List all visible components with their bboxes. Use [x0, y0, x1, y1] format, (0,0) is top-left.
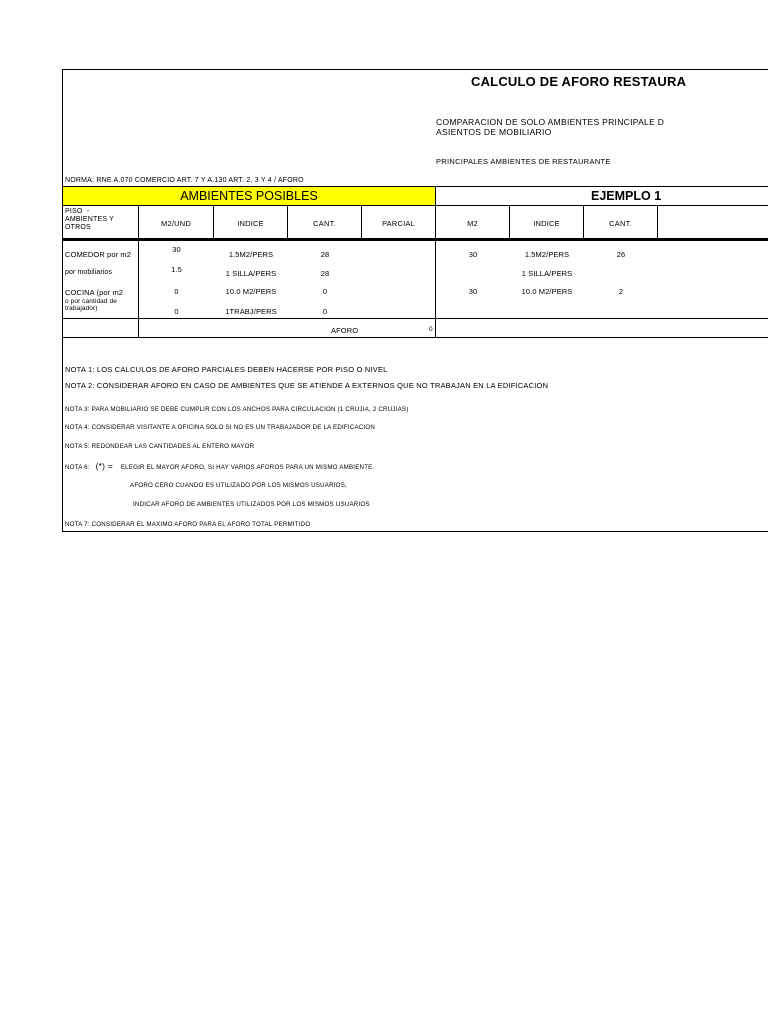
- col-header-piso: PISO - AMBIENTES Y OTROS: [63, 206, 139, 240]
- cell-cant2: 2: [618, 287, 624, 296]
- nota-6-prefix: NOTA 6:: [65, 464, 90, 471]
- nota-6: [65, 461, 374, 471]
- nota-5: NOTA 5: REDONDEAR LAS CANTIDADES AL ENTERO MAYOR: [65, 443, 255, 450]
- col-header-blank: [658, 206, 768, 240]
- cell-indice: 1TRABJ/PERS: [225, 307, 277, 316]
- cell-indice: 1.5M2/PERS: [228, 250, 274, 259]
- cell-indice2: 1.5M2/PERS: [524, 250, 570, 259]
- row-label-comedor: COMEDOR por m2: [65, 250, 131, 259]
- header-divider: [63, 238, 768, 241]
- ejemplo-band: [436, 186, 768, 206]
- aforo-value: 0: [429, 326, 433, 333]
- grid-line: [63, 337, 768, 338]
- ejemplo-label: EJEMPLO 1: [591, 189, 662, 203]
- col-header-cant: CANT.: [288, 206, 362, 240]
- grid-line: [63, 318, 768, 319]
- col-header-parcial: PARCIAL: [362, 206, 436, 240]
- cell-m2: 30: [468, 250, 478, 259]
- nota-6-symbol: (*) =: [95, 461, 113, 471]
- col-header-indice2: INDICE: [510, 206, 584, 240]
- row-label-cocina: COCINA (por m2: [65, 288, 124, 297]
- cell-cant: 28: [320, 269, 330, 278]
- nota-7: NOTA 7: CONSIDERAR EL MAXIMO AFORO PARA EL AFORO TOTAL PERMITIDO: [65, 521, 311, 528]
- sheet-title: CALCULO DE AFORO RESTAURA: [471, 74, 687, 89]
- col-header-m2und: M2/UND: [139, 206, 214, 240]
- col-header-m2: M2: [436, 206, 510, 240]
- nota-1: NOTA 1: LOS CALCULOS DE AFORO PARCIALES DEBEN HACERSE POR PISO O NIVEL: [65, 365, 388, 374]
- subtitle-line1: COMPARACION DE SOLO AMBIENTES PRINCIPALE D: [436, 117, 665, 127]
- col-header-indice: INDICE: [214, 206, 288, 240]
- nota-6-line3: INDICAR AFORO DE AMBIENTES UTILIZADOS POR LOS MISMOS USUARIOS: [133, 501, 370, 508]
- spreadsheet-sheet: [62, 69, 768, 532]
- cell-indice: 10.0 M2/PERS: [225, 287, 277, 296]
- subtitle-line2: ASIENTOS DE MOBILIARIO: [436, 127, 552, 137]
- aforo-label: AFORO: [331, 326, 359, 335]
- row-label-mobiliarios: por mobiliarios: [65, 269, 113, 276]
- norma-reference: NORMA: RNE A.070 COMERCIO ART. 7 Y A.130 ART. 2, 3 Y 4 / AFORO: [65, 177, 304, 184]
- row-label-trabajador: o por cantidad de trabajador): [65, 298, 117, 312]
- cell-m2und: 0: [174, 287, 179, 296]
- cell-indice2: 10.0 M2/PERS: [521, 287, 573, 296]
- cell-indice2: 1 SILLA/PERS: [521, 269, 573, 278]
- cell-m2und: 1.5: [171, 265, 182, 274]
- ambientes-posibles-band: AMBIENTES POSIBLES: [63, 186, 436, 206]
- cell-cant: 28: [320, 250, 330, 259]
- nota-6-text: ELEGIR EL MAYOR AFORO, SI HAY VARIOS AFOROS PARA UN MISMO AMBIENTE.: [120, 464, 375, 471]
- cell-cant: 0: [322, 307, 328, 316]
- cell-m2: 30: [468, 287, 478, 296]
- subtitle-principales: PRINCIPALES AMBIENTES DE RESTAURANTE: [436, 157, 611, 166]
- nota-3: NOTA 3: PARA MOBILIARIO SE DEBE CUMPLIR CON LOS ANCHOS PARA CIRCULACION (1 CRUJIA, 2 CRUJIAS): [65, 406, 409, 413]
- nota-2: NOTA 2: CONSIDERAR AFORO EN CASO DE AMBIENTES QUE SE ATIENDE A EXTERNOS QUE NO TRABAJAN EN LA EDIFICACION: [65, 381, 549, 390]
- cell-m2und: 30: [172, 245, 181, 254]
- col-header-cant2: CANT.: [584, 206, 658, 240]
- cell-indice: 1 SILLA/PERS: [225, 269, 277, 278]
- cell-cant2: 26: [616, 250, 626, 259]
- nota-6-line2: AFORO CERO CUANDO ES UTILIZADO POR LOS MISMOS USUARIOS,: [130, 482, 347, 489]
- nota-4: NOTA 4: CONSIDERAR VISITANTE A OFICINA SOLO SI NO ES UN TRABAJADOR DE LA EDIFICACION: [65, 424, 376, 431]
- cell-cant: 0: [322, 287, 328, 296]
- cell-m2und: 0: [174, 307, 179, 316]
